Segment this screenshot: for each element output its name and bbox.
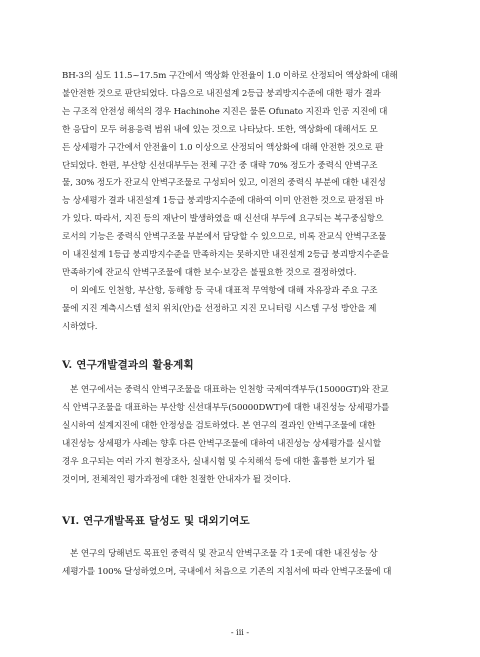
- text-line: 물, 30% 정도가 잔교식 안벽구조물로 구성되어 있고, 이전의 중력식 부분에 대한 내진성: [62, 178, 386, 189]
- section-heading-utilization-plan: V. 연구개발결과의 활용계획: [62, 359, 194, 371]
- text-line: 능 상세평가 결과 내진설계 1등급 붕괴방지수준에 대하여 이미 안전한 것으로 판정된 바: [62, 196, 384, 207]
- text-line: BH-3의 심도 11.5~17.5m 구간에서 액상화 안전율이 1.0 이하로 산정되어 액상화에 대해: [62, 71, 398, 81]
- text-line: 시하였다.: [62, 321, 98, 332]
- text-line: 로서의 기능은 중력식 안벽구조물 부분에서 담당할 수 있으므로, 비록 잔교식 안벽구조물: [62, 232, 387, 243]
- text-line: 단되었다. 한편, 부산항 신선대부두는 전체 구간 중 대략 70% 정도가 중력식 안벽구조: [62, 160, 378, 171]
- paragraph-achievement: [62, 546, 444, 582]
- text-line: 본 연구의 당해년도 목표인 중력식 및 잔교식 안벽구조물 각 1곳에 대한 내진성능 상: [70, 549, 378, 559]
- text-line: 물에 지진 계측시스템 설치 위치(안)을 선정하고 지진 모니터링 시스템 구성 방안을 제: [62, 303, 377, 314]
- text-line: 불안전한 것으로 판단되었다. 다음으로 내진설계 2등급 붕괴방지수준에 대한 평가 결과: [62, 88, 381, 99]
- text-line: 한 응답이 모두 허용응력 범위 내에 있는 것으로 나타났다. 또한, 액상화에 대해서도 모: [62, 124, 378, 135]
- section-heading-achievement: VI. 연구개발목표 달성도 및 대외기여도: [62, 515, 250, 527]
- text-line: 것이며, 전체적인 평가과정에 대한 친절한 안내자가 될 것이다.: [62, 474, 291, 485]
- text-line: 이 외에도 인천항, 부산항, 동해항 등 국내 대표적 무역항에 대해 자유장과 주요 구조: [70, 286, 378, 296]
- paragraph-liquefaction-results: [62, 68, 444, 283]
- text-line: 세평가를 100% 달성하였으며, 국내에서 처음으로 기존의 지침서에 따라 안벽구조물에 대: [62, 566, 392, 577]
- text-line: 가 있다. 따라서, 지진 등의 재난이 발생하였을 때 신선대 부두에 요구되는 복구중심항으: [62, 214, 384, 225]
- paragraph-utilization-plan: [62, 382, 444, 489]
- text-line: 식 안벽구조물을 대표하는 부산항 신선대부두(50000DWT)에 대한 내진성능 상세평가를: [62, 402, 390, 413]
- text-line: 내진성능 상세평가 사례는 향후 다른 안벽구조물에 대하여 내진성능 상세평가를 실시할: [62, 438, 381, 449]
- text-line: 만족하기에 잔교식 안벽구조물에 대한 보수·보강은 불필요한 것으로 결정하였다.: [62, 267, 357, 278]
- text-line: 경우 요구되는 여러 가지 현장조사, 실내시험 및 수치해석 등에 대한 훌륭한 보기가 될: [62, 456, 376, 467]
- text-line: 든 상세평가 구간에서 안전율이 1.0 이상으로 산정되어 액상화에 대해 안전한 것으로 판: [62, 142, 384, 153]
- text-line: 실시하여 설계지진에 대한 안정성을 검토하였다. 본 연구의 결과인 안벽구조물에 대한: [62, 420, 376, 431]
- text-line: 본 연구에서는 중력식 안벽구조물을 대표하는 인천항 국제여객부두(15000GT)와 잔교: [70, 385, 389, 395]
- page-number: - iii -: [230, 628, 250, 637]
- paragraph-monitoring-system: [62, 283, 444, 337]
- text-line: 는 구조적 안전성 해석의 경우 Hachinohe 지진은 물론 Ofunato 지진과 인공 지진에 대: [62, 106, 388, 117]
- text-line: 이 내진설계 1등급 붕괴방지수준을 만족하지는 못하지만 내진설계 2등급 붕괴방지수준을: [62, 250, 390, 261]
